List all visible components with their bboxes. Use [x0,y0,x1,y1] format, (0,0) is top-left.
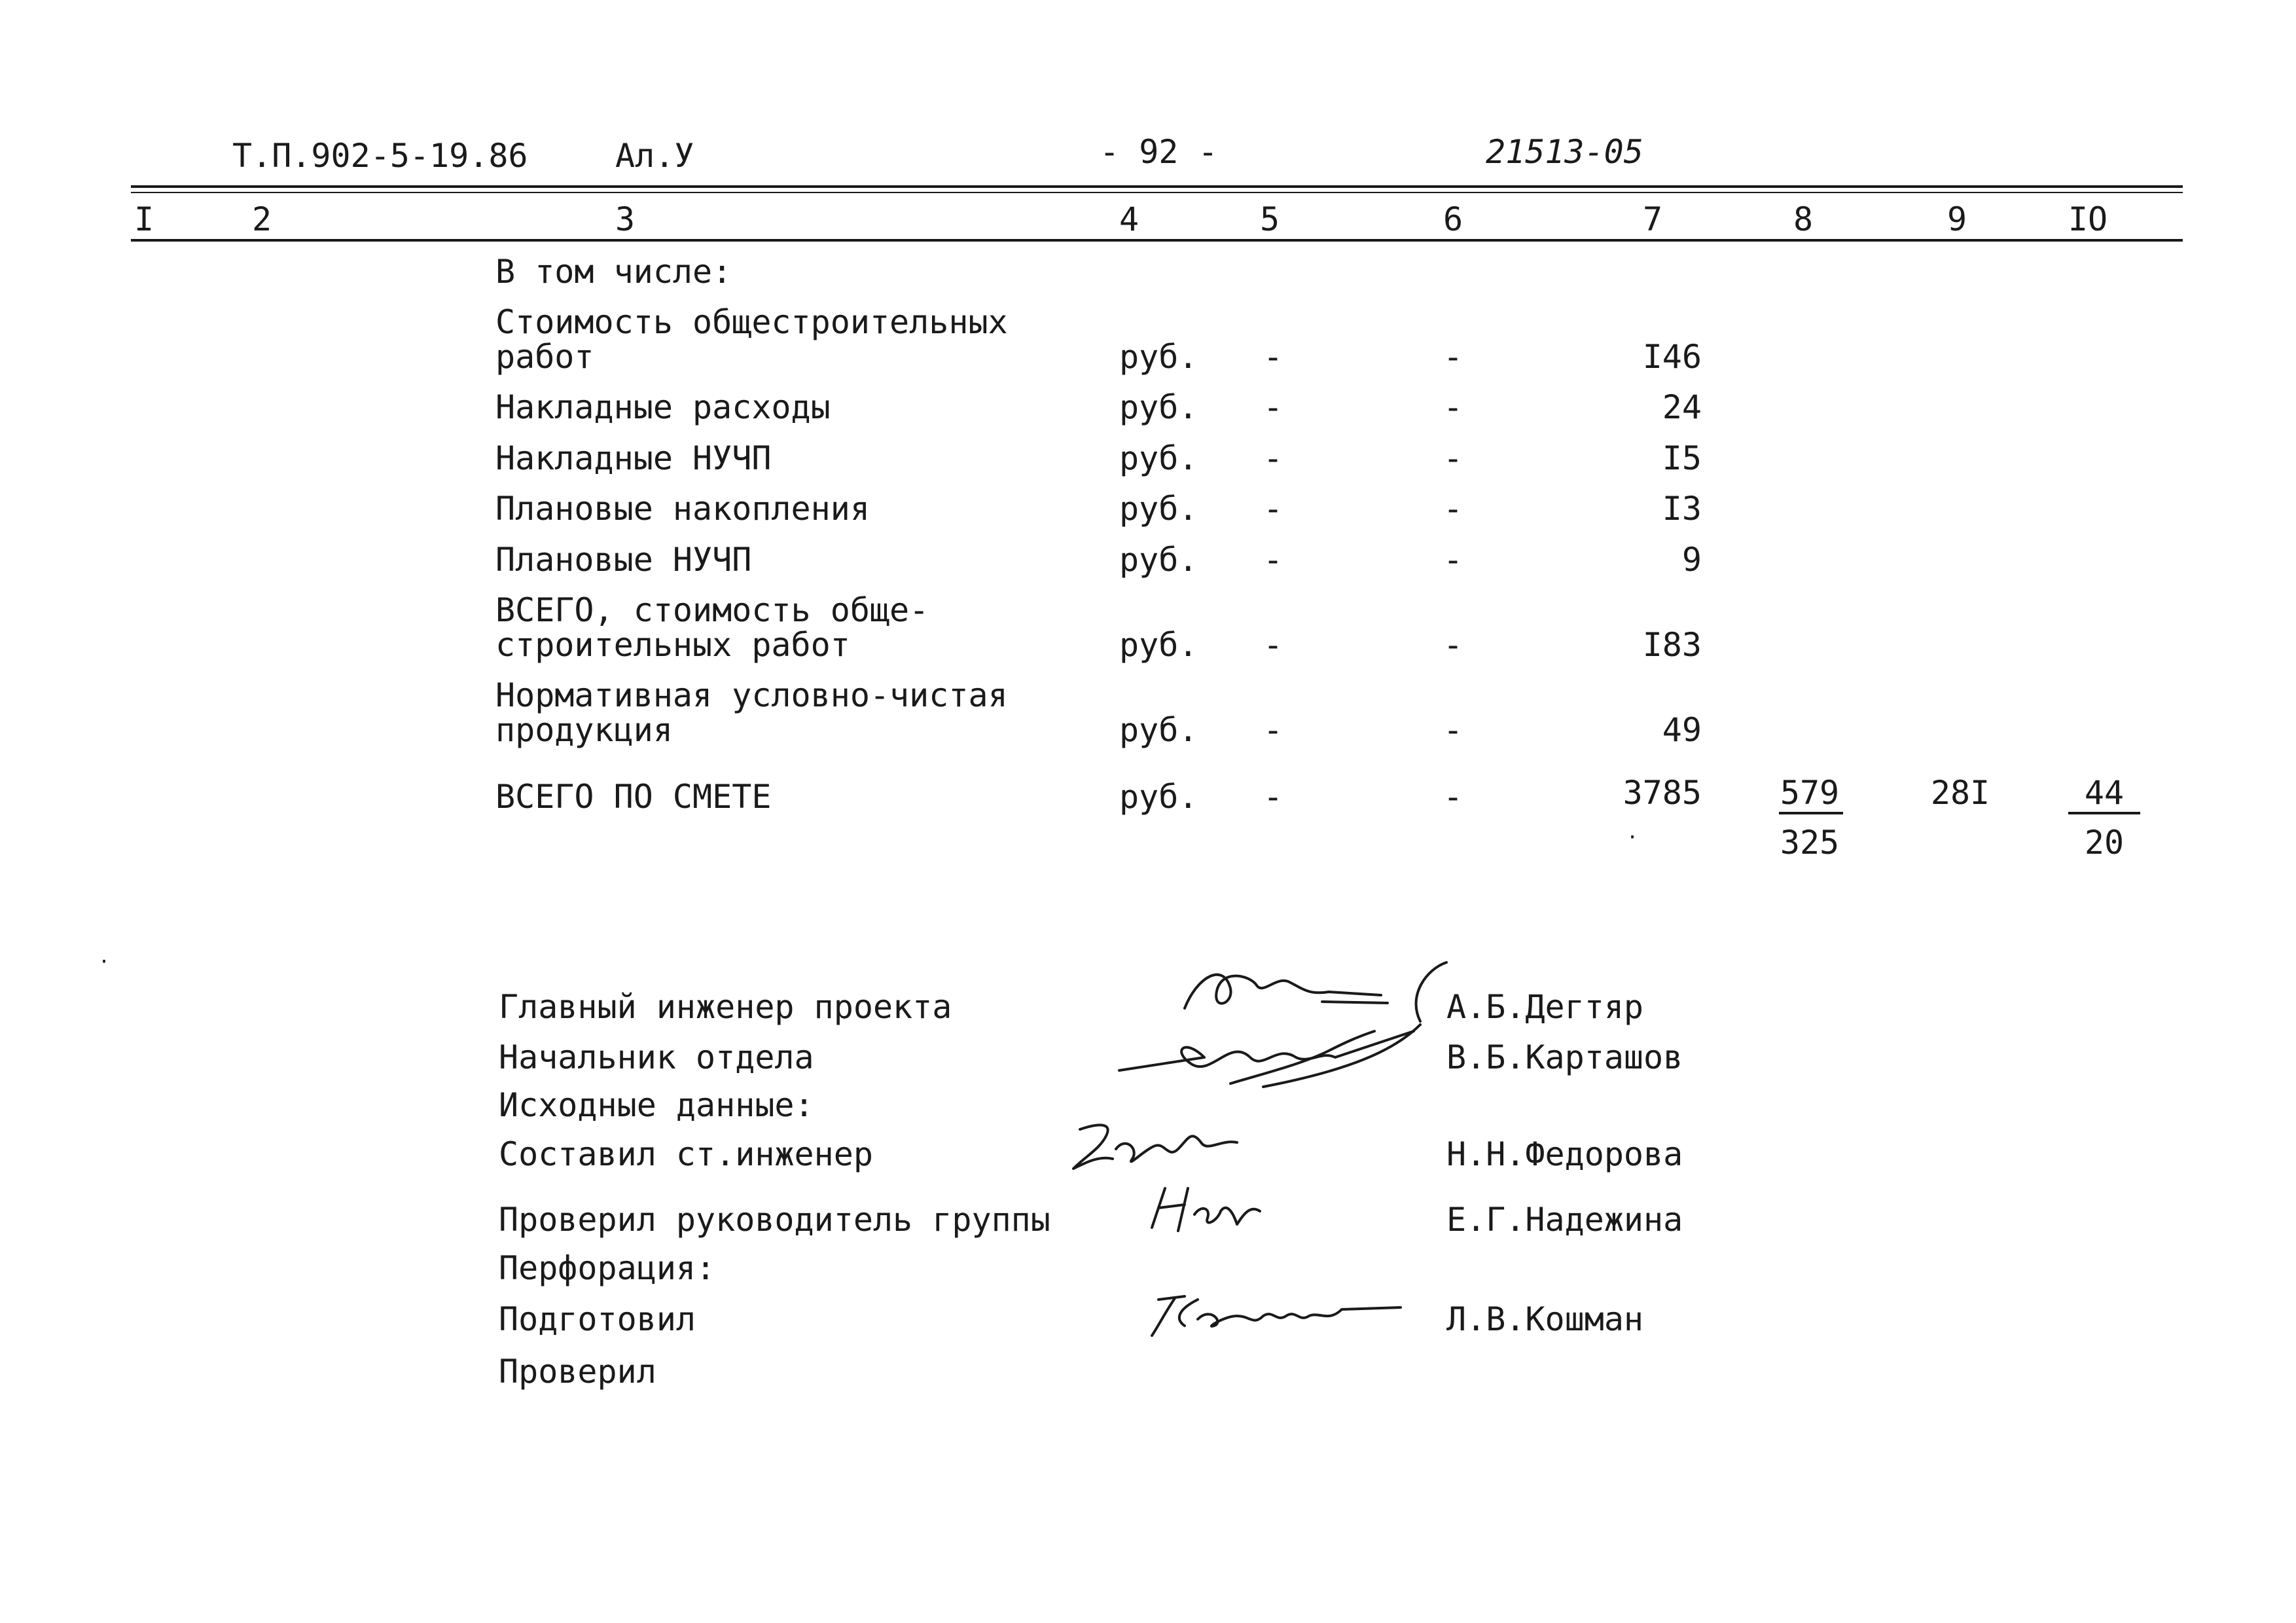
col-head-7: 7 [1642,200,1663,238]
role-source-data: Исходные данные: [499,1086,814,1124]
col-head-9: 9 [1946,200,1967,238]
row-name-line2: продукция [495,711,673,749]
doc-number: 21513-05 [1486,133,1643,171]
row-col7: 24 [1662,388,1702,426]
stray-mark: · [98,951,111,974]
role-department-head: Начальник отдела [499,1038,814,1076]
role-compiled-by: Составил ст.инженер [499,1135,873,1173]
total-col7: 3785 [1623,774,1702,812]
signature-kartashov [1113,1012,1440,1103]
header-rule-top [131,185,2183,188]
role-perforation: Перфорация: [499,1249,716,1287]
row-col7: 49 [1662,711,1702,749]
row-unit: руб. [1119,490,1198,528]
row-col7: I46 [1642,338,1702,376]
row-name-line1: Нормативная условно-чистая [495,676,1008,714]
row-unit: руб. [1119,541,1198,579]
row-col5: - [1263,490,1283,528]
row-col6: - [1443,439,1463,477]
row-col7: 9 [1681,541,1702,579]
row-col7: I3 [1662,490,1702,528]
row-col7: I83 [1642,626,1702,664]
row-name-line1: Накладные НУЧП [495,439,772,477]
row-unit: руб. [1119,388,1198,426]
row-name-line1: Стоимость общестроительных [495,303,1008,341]
row-col6: - [1443,541,1463,579]
signature-stroke [1073,1125,1113,1169]
row-col6: - [1443,626,1463,664]
col-head-10: IO [2068,200,2108,238]
total-col8-fraction-bar [1779,812,1843,814]
row-name-line1: Накладные расходы [495,388,831,426]
stray-mark: · [1626,826,1639,849]
section-title: В том числе: [495,253,732,291]
signature-koshman [1139,1280,1414,1345]
row-col6: - [1443,490,1463,528]
total-col10-denominator: 20 [2084,824,2125,862]
row-name-line1: Плановые накопления [495,490,870,528]
col-head-6: 6 [1443,200,1463,238]
total-name: ВСЕГО ПО СМЕТЕ [495,778,772,816]
row-col5: - [1263,626,1283,664]
signature-stroke [1322,1002,1388,1003]
col-head-4: 4 [1119,200,1139,238]
project-code: Т.П.902-5-19.86 [232,137,528,175]
signature-stroke [1152,1296,1198,1336]
row-name-line2: строительных работ [495,626,850,664]
role-checked-by-group-lead: Проверил руководитель группы [499,1201,1050,1239]
total-col10-fraction-bar [2068,812,2140,814]
row-col7: I5 [1662,439,1702,477]
row-col5: - [1263,711,1283,749]
signature-stroke [1230,1031,1374,1084]
person-compiled-by: Н.Н.Федорова [1446,1135,1683,1173]
col-head-5: 5 [1259,200,1280,238]
row-unit: руб. [1119,626,1198,664]
total-col8-numerator: 579 [1780,774,1840,812]
row-col5: - [1263,338,1283,376]
col-head-1: I [134,200,154,238]
total-unit: руб. [1119,778,1198,816]
col-head-8: 8 [1793,200,1814,238]
row-unit: руб. [1119,711,1198,749]
total-col9: 28I [1930,774,1990,812]
page-number: - 92 - [1100,133,1218,171]
person-chief-engineer: А.Б.Дегтяр [1446,988,1644,1026]
row-col5: - [1263,439,1283,477]
header-rule-top-thin [131,192,2183,193]
row-name-line2: работ [495,338,594,376]
signature-stroke [1152,1188,1188,1231]
col-head-3: 3 [615,200,636,238]
signature-stroke [1119,1031,1414,1070]
person-department-head: В.Б.Карташов [1446,1038,1683,1076]
role-prepared-by: Подготовил [499,1300,696,1338]
signature-nadezhina [1139,1175,1270,1247]
total-col8-denominator: 325 [1780,824,1840,862]
row-col5: - [1263,541,1283,579]
row-col5: - [1263,388,1283,426]
row-name-line1: ВСЕГО, стоимость обще- [495,591,929,629]
role-checked-by: Проверил [499,1353,656,1391]
signature-stroke [1198,1307,1401,1326]
col-head-2: 2 [251,200,272,238]
person-checked-by-group-lead: Е.Г.Надежина [1446,1201,1683,1239]
total-col5: - [1263,778,1283,816]
row-unit: руб. [1119,439,1198,477]
row-col6: - [1443,711,1463,749]
row-name-line1: Плановые НУЧП [495,541,752,579]
total-col6: - [1443,778,1463,816]
row-col6: - [1443,388,1463,426]
column-header-rule [131,239,2183,242]
person-prepared-by: Л.В.Кошман [1446,1300,1644,1338]
row-col6: - [1443,338,1463,376]
album-code: Ал.У [615,137,694,175]
row-unit: руб. [1119,338,1198,376]
signature-stroke [1194,1208,1260,1224]
signature-stroke [1116,1136,1237,1161]
role-chief-engineer: Главный инженер проекта [499,988,952,1026]
total-col10-numerator: 44 [2084,774,2125,812]
